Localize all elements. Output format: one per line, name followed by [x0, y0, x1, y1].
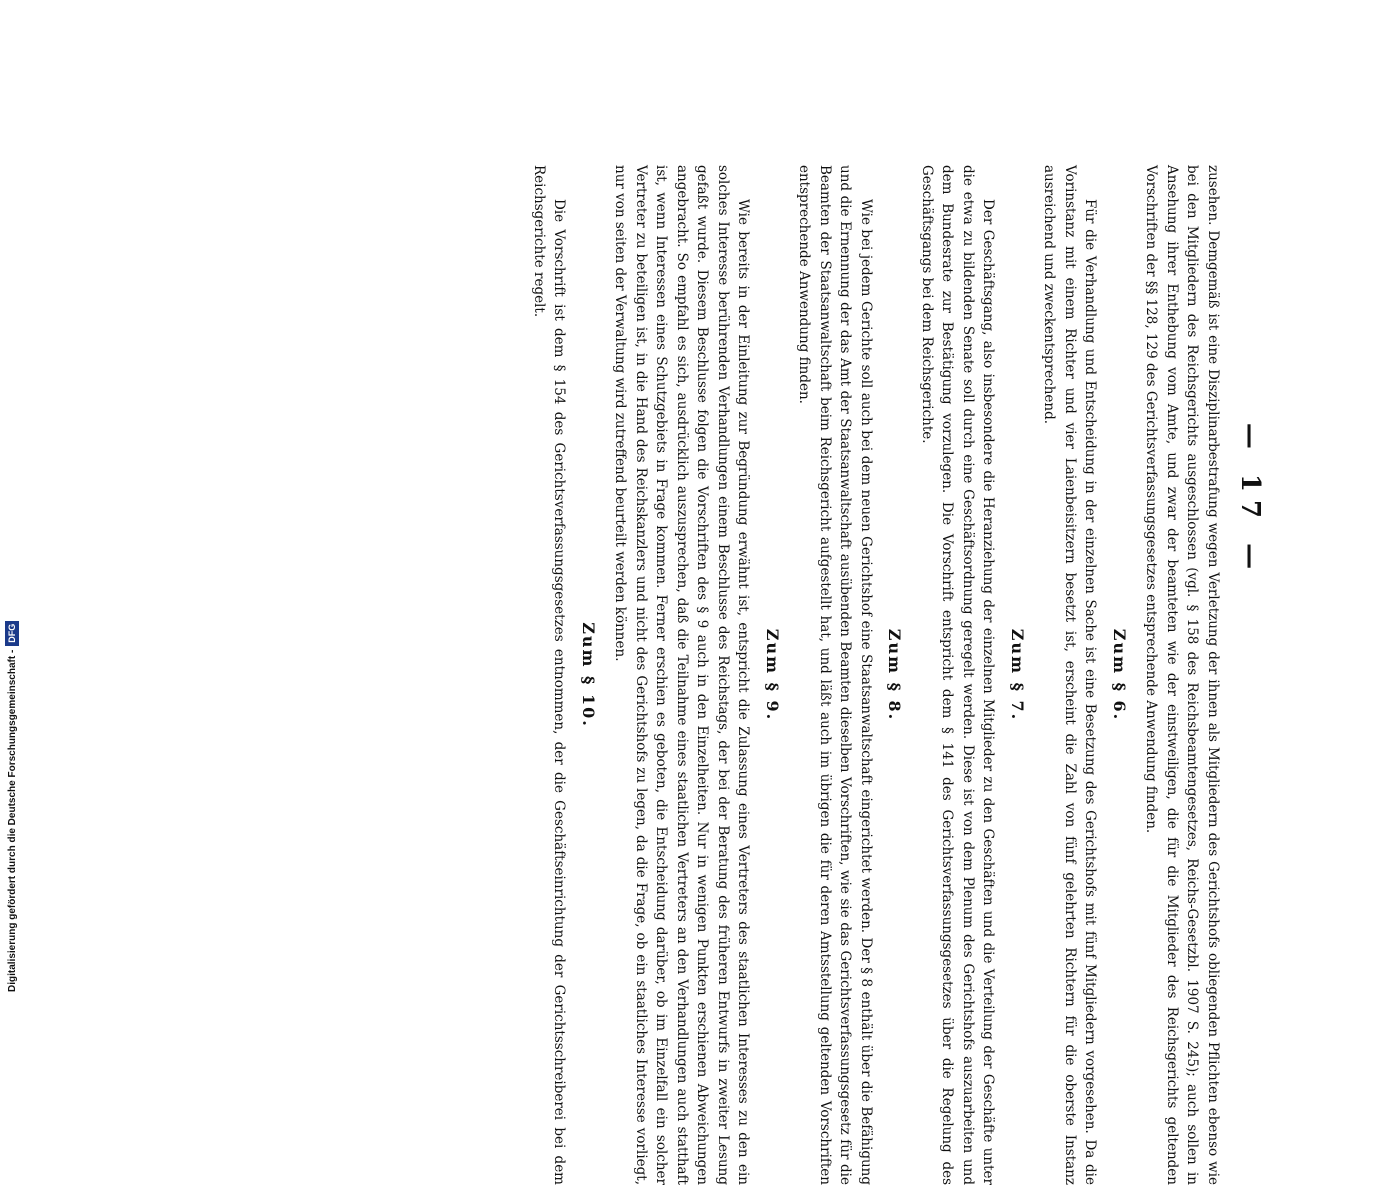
paragraph-section-6: Für die Verhandlung und Entscheidung in der einzelnen Sache ist eine Besetzung des Gerichtshofs mit fünf Mitgliedern vorgesehen. Da die Vorinstanz mit einem Richter und vier Laienbeisitzern besetzt ist, erscheint die Zahl von fünf gelehrten Richtern für die oberste Instanz ausreichend und zweckentsprechend.	[1041, 165, 1099, 1185]
paragraph-section-9: Wie bereits in der Einleitung zur Begründung erwähnt ist, entspricht die Zulassung eines Vertreters des staatlichen Interesses zu den ein solches Interesse berührenden Verhandlungen einem Beschlusse des Reichstags, der bei der Beratung des früheren Entwurfs in zweiter Lesung gefaßt wurde. Diesem Beschlusse folgen die Vorschriften des § 9 auch in den Einzelheiten. Nur in wenigen Punkten erschienen Abweichungen angebracht. So empfahl es sich, ausdrücklich auszusprechen, daß die Teilnahme eines staatlichen Vertreters an den Verhandlungen auch statthaft ist, wenn Interessen eines Schutzgebiets in Frage kommen. Ferner erschien es geboten, die Entscheidung darüber, ob im Einzelfall ein solcher Vertreter zu beteiligen ist, in die Hand des Reichskanzlers und nicht des Gerichtshofs zu legen, da die Frage, ob ein staatliches Interesse vorliegt, nur von seiten der Verwaltung wird zutreffend beurteilt werden können.	[612, 165, 752, 1185]
body-text	[529, 165, 1224, 1185]
section-heading-9: Zum § 9.	[763, 628, 782, 722]
page-number: — 17 —	[1235, 422, 1265, 578]
dfg-logo-badge: DFG	[5, 621, 19, 646]
paragraph-section-7: Der Geschäftsgang, also insbesondere die Heranziehung der einzelnen Mitglieder zu den Geschäften und die Verteilung der Geschäfte unter die etwa zu bildenden Senate soll durch eine Geschäftsordnung geregelt werden. Diese ist von dem Plenum des Gerichtshofs auszuarbeiten und dem Bundesrate zur Bestätigung vorzulegen. Die Vorschrift entspricht dem § 141 des Gerichtsverfassungsgesetzes über die Regelung des Geschäftsgangs bei dem Reichsgerichte.	[919, 165, 997, 1185]
section-heading-7: Zum § 7.	[1008, 628, 1027, 722]
section-heading-6: Zum § 6.	[1110, 628, 1129, 722]
paragraph-section-8: Wie bei jedem Gerichte soll auch bei dem neuen Gerichtshof eine Staatsanwaltschaft eingerichtet werden. Der § 8 enthält über die Befähigung und die Ernennung der das Amt der Staatsanwaltschaft ausübenden Beamten dieselben Vorschriften, wie sie das Gerichtsverfassungsgesetz für die Beamten der Staatsanwaltschaft beim Reichsgericht aufgestellt hat, und läßt auch im übrigen die für deren Amtsstellung geltenden Vorschriften entsprechende Anwendung finden.	[796, 165, 874, 1185]
section-heading-10: Zum § 10.	[579, 622, 598, 728]
paragraph-continuation: zusehen. Demgemäß ist eine Disziplinarbestrafung wegen Verletzung der ihnen als Mitgliedern des Gerichtshofs obliegenden Pflichten ebenso wie bei den Mitgliedern des Reichsgerichts ausgeschlossen (vgl. § 158 des Reichsbeamtengesetzes, Reichs-Gesetzbl. 1907 S. 245); auch sollen in Ansehung ihrer Enthebung vom Amte, und zwar der beamteten wie der einstweiligen, die für die Mitglieder des Reichsgerichts geltenden Vorschriften der §§ 128, 129 des Gerichtsverfassungsgesetzes entsprechende Anwendung finden.	[1143, 165, 1221, 1185]
section-heading-8: Zum § 8.	[885, 628, 905, 722]
digitization-footer	[2, 0, 22, 1000]
paragraph-section-10: Die Vorschrift ist dem § 154 des Gerichtsverfassungsgesetzes entnommen, der die Geschäftseinrichtung der Gerichtsschreiberei bei dem Reichsgerichte regelt.	[531, 165, 568, 1185]
footer-credit-text: Digitalisierung gefördert durch die Deutsche Forschungsgemeinschaft -	[6, 649, 18, 992]
footer-line	[2, 0, 22, 1000]
